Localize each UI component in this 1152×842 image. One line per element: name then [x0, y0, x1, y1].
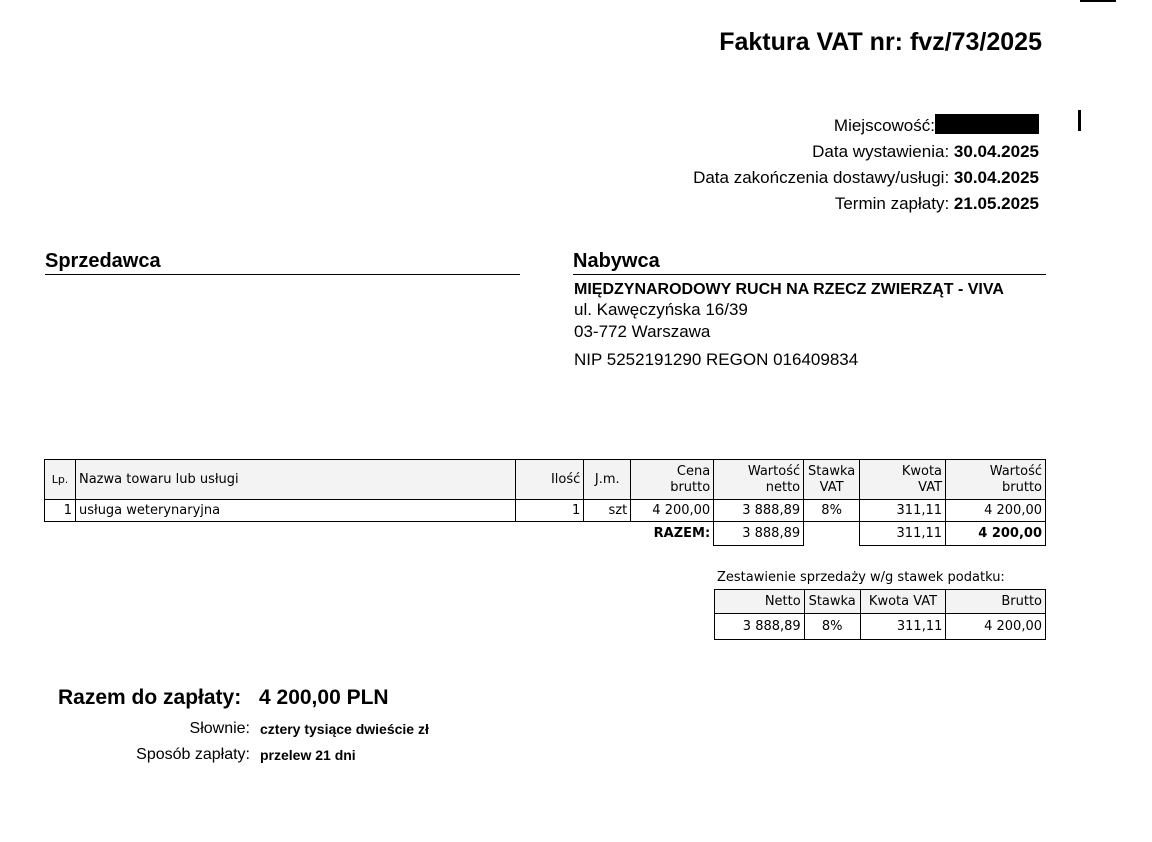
summary-vat: 311,11 — [860, 614, 946, 640]
payment-method-value: przelew 21 dni — [260, 747, 356, 763]
col-net: Wartość netto — [714, 460, 804, 500]
buyer-city: 03-772 Warszawa — [574, 322, 711, 341]
row-rate: 8% — [804, 500, 860, 522]
col-name: Nazwa towaru lub usługi — [75, 460, 515, 500]
row-lp: 1 — [45, 500, 76, 522]
buyer-heading: Nabywca — [573, 250, 1046, 275]
col-rate: Stawka VAT — [804, 460, 860, 500]
col-price: Cena brutto — [631, 460, 714, 500]
total-vat: 311,11 — [860, 522, 946, 546]
side-mark — [1078, 110, 1081, 131]
summary-table — [714, 589, 1046, 640]
issue-date-label: Data wystawienia: — [812, 142, 950, 161]
total-gross: 4 200,00 — [946, 522, 1046, 546]
total-net: 3 888,89 — [714, 522, 804, 546]
row-gross: 4 200,00 — [946, 500, 1046, 522]
summary-col-gross: Brutto — [946, 590, 1046, 614]
summary-header-row — [715, 590, 1046, 614]
summary-col-vat: Kwota VAT — [860, 590, 946, 614]
words-value: cztery tysiące dwieście zł — [260, 721, 429, 737]
words-label: Słownie: — [189, 720, 250, 737]
due-date-row — [693, 191, 1039, 217]
invoice-title: Faktura VAT nr: fvz/73/2025 — [719, 28, 1042, 56]
row-vat: 311,11 — [860, 500, 946, 522]
buyer-street: ul. Kawęczyńska 16/39 — [574, 300, 748, 319]
summary-gross: 4 200,00 — [946, 614, 1046, 640]
row-unit: szt — [584, 500, 631, 522]
delivery-date-row — [693, 165, 1039, 191]
summary-net: 3 888,89 — [715, 614, 805, 640]
row-price: 4 200,00 — [631, 500, 714, 522]
invoice-meta — [693, 113, 1039, 217]
buyer-details — [574, 280, 1044, 371]
corner-mark — [1080, 0, 1116, 2]
col-lp: Lp. — [45, 460, 76, 500]
items-header-row — [45, 460, 1046, 500]
row-qty: 1 — [516, 500, 584, 522]
summary-table-wrap — [714, 589, 1046, 640]
issue-date-value: 30.04.2025 — [953, 142, 1039, 161]
summary-row — [715, 614, 1046, 640]
summary-col-rate: Stawka — [804, 590, 860, 614]
row-name: usługa weterynaryjna — [75, 500, 515, 522]
col-unit: J.m. — [584, 460, 631, 500]
place-row — [693, 113, 1039, 139]
total-due-value: 4 200,00 PLN — [259, 686, 389, 709]
redacted-place — [935, 114, 1039, 134]
total-due-label: Razem do zapłaty: — [58, 686, 242, 709]
payment-method-label: Sposób zapłaty: — [136, 746, 250, 763]
issue-date-row — [693, 139, 1039, 165]
buyer-name: MIĘDZYNARODOWY RUCH NA RZECZ ZWIERZĄT - VIVA — [574, 281, 1004, 298]
buyer-ids: NIP 5252191290 REGON 016409834 — [574, 350, 859, 369]
table-row — [45, 500, 1046, 522]
items-table-wrap — [44, 459, 1046, 546]
delivery-date-value: 30.04.2025 — [953, 168, 1039, 187]
col-qty: Ilość — [516, 460, 584, 500]
items-table — [44, 459, 1046, 546]
due-date-value: 21.05.2025 — [953, 194, 1039, 213]
buyer-section — [573, 250, 1046, 275]
total-rate-empty — [804, 522, 860, 546]
due-date-label: Termin zapłaty: — [834, 194, 950, 213]
delivery-date-label: Data zakończenia dostawy/usługi: — [693, 168, 950, 187]
col-vat: Kwota VAT — [860, 460, 946, 500]
summary-col-net: Netto — [715, 590, 805, 614]
row-net: 3 888,89 — [714, 500, 804, 522]
total-label: RAZEM: — [631, 522, 714, 546]
summary-rate: 8% — [804, 614, 860, 640]
col-gross: Wartość brutto — [946, 460, 1046, 500]
place-label: Miejscowość: — [833, 116, 935, 135]
total-row — [45, 522, 1046, 546]
seller-heading: Sprzedawca — [45, 250, 520, 275]
summary-caption: Zestawienie sprzedaży w/g stawek podatku: — [717, 570, 1005, 585]
seller-section — [45, 250, 520, 275]
